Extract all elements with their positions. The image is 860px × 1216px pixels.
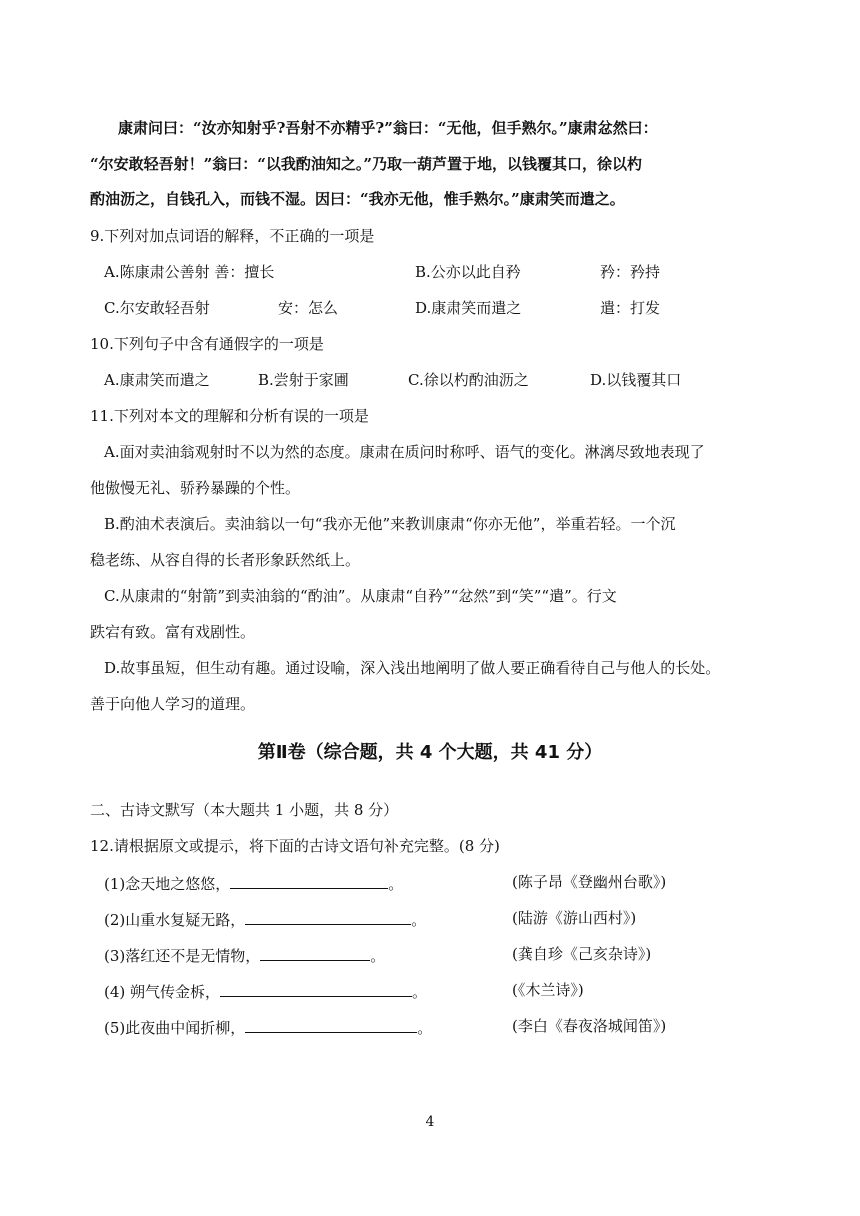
- q11-stem: 11.下列对本文的理解和分析有误的一项是: [90, 407, 369, 425]
- q12-item-4: [104, 980, 427, 1002]
- q12-item-2-end: 。: [411, 911, 427, 929]
- q11-option-a-line1: A.面对卖油翁观射时不以为然的态度。康肃在质问时称呼、语气的变化。淋漓尽致地表现了: [104, 443, 705, 461]
- q11-option-c-line2: 跌宕有致。富有戏剧性。: [90, 623, 256, 641]
- q12-item-3: [104, 944, 385, 966]
- page-number: 4: [425, 1114, 435, 1130]
- q12-item-1-text: (1)念天地之悠悠，: [104, 875, 231, 893]
- q12-item-1-blank[interactable]: [230, 872, 388, 889]
- q12-item-1: [104, 872, 403, 894]
- q10-option-c: C.徐以杓酌油沥之: [408, 371, 529, 389]
- q10-option-d: D.以钱覆其口: [590, 371, 682, 389]
- q12-item-5-blank[interactable]: [245, 1016, 417, 1033]
- passage-line-2: “尔安敢轻吾射！”翁曰：“以我酌油知之。”乃取一葫芦置于地，以钱覆其口，徐以杓: [90, 155, 643, 173]
- q9-option-c-gloss: 安：怎么: [278, 299, 339, 317]
- q12-item-2-text: (2)山重水复疑无路，: [104, 911, 246, 929]
- q12-item-4-end: 。: [412, 983, 428, 1001]
- q10-stem: 10.下列句子中含有通假字的一项是: [90, 335, 324, 353]
- q11-option-a-line2: 他傲慢无礼、骄矜暴躁的个性。: [90, 479, 301, 497]
- passage-line-3: 酌油沥之，自钱孔入，而钱不湿。因曰：“我亦无他，惟手熟尔。”康肃笑而遣之。: [90, 190, 625, 208]
- q9-option-d: D.康肃笑而遣之: [415, 299, 522, 317]
- q9-option-b-gloss: 矜：矜持: [600, 263, 661, 281]
- q11-option-d-line2: 善于向他人学习的道理。: [90, 695, 256, 713]
- section-title: 第Ⅱ卷（综合题，共 4 个大题，共 41 分）: [257, 742, 603, 763]
- q12-item-2: [104, 908, 426, 930]
- q9-option-c: C.尔安敢轻吾射: [104, 299, 210, 317]
- q12-item-4-blank[interactable]: [220, 980, 412, 997]
- q12-item-5: [104, 1016, 432, 1038]
- q9-option-b: B.公亦以此自矜: [415, 263, 521, 281]
- q11-option-d-line1: D.故事虽短，但生动有趣。通过设喻，深入浅出地阐明了做人要正确看待自己与他人的长处。: [104, 659, 721, 677]
- q9-option-a: A.陈康肃公善射 善：擅长: [104, 263, 275, 281]
- part2-heading: 二、古诗文默写（本大题共 1 小题，共 8 分）: [90, 801, 399, 819]
- q11-option-c-line1: C.从康肃的“射箭”到卖油翁的“酌油”。从康肃“自矜”“忿然”到“笑”“遣”。行文: [104, 587, 617, 605]
- q11-option-b-line2: 稳老练、从容自得的长者形象跃然纸上。: [90, 551, 361, 569]
- q12-item-3-end: 。: [370, 947, 386, 965]
- q12-item-5-source: (李白《春夜洛城闻笛》): [512, 1017, 667, 1035]
- passage-line-1: 康肃问曰：“汝亦知射乎?吾射不亦精乎?”翁曰：“无他，但手熟尔。”康肃忿然曰：: [118, 119, 658, 137]
- q10-option-b: B.尝射于家圃: [258, 371, 349, 389]
- q12-item-3-text: (3)落红还不是无情物，: [104, 947, 261, 965]
- q11-option-b-line1: B.酌油术表演后。卖油翁以一句“我亦无他”来教训康肃“你亦无他”，举重若轻。一个沉: [104, 515, 676, 533]
- q12-item-2-source: (陆游《游山西村》): [512, 909, 637, 927]
- q12-item-4-source: (《木兰诗》): [512, 981, 584, 999]
- q12-item-5-text: (5)此夜曲中闻折柳，: [104, 1019, 246, 1037]
- q12-item-3-blank[interactable]: [260, 944, 370, 961]
- q12-item-1-end: 。: [388, 875, 404, 893]
- q10-option-a: A.康肃笑而遣之: [104, 371, 210, 389]
- q12-item-5-end: 。: [417, 1019, 433, 1037]
- q12-item-2-blank[interactable]: [245, 908, 411, 925]
- q12-item-3-source: (龚自珍《己亥杂诗》): [512, 945, 652, 963]
- q9-option-d-gloss: 遣：打发: [600, 299, 661, 317]
- q12-item-4-text: (4) 朔气传金柝，: [104, 983, 221, 1001]
- q12-item-1-source: (陈子昂《登幽州台歌》): [512, 873, 667, 891]
- q12-stem: 12.请根据原文或提示，将下面的古诗文语句补充完整。(8 分): [90, 837, 500, 855]
- q9-stem: 9.下列对加点词语的解释，不正确的一项是: [90, 227, 375, 245]
